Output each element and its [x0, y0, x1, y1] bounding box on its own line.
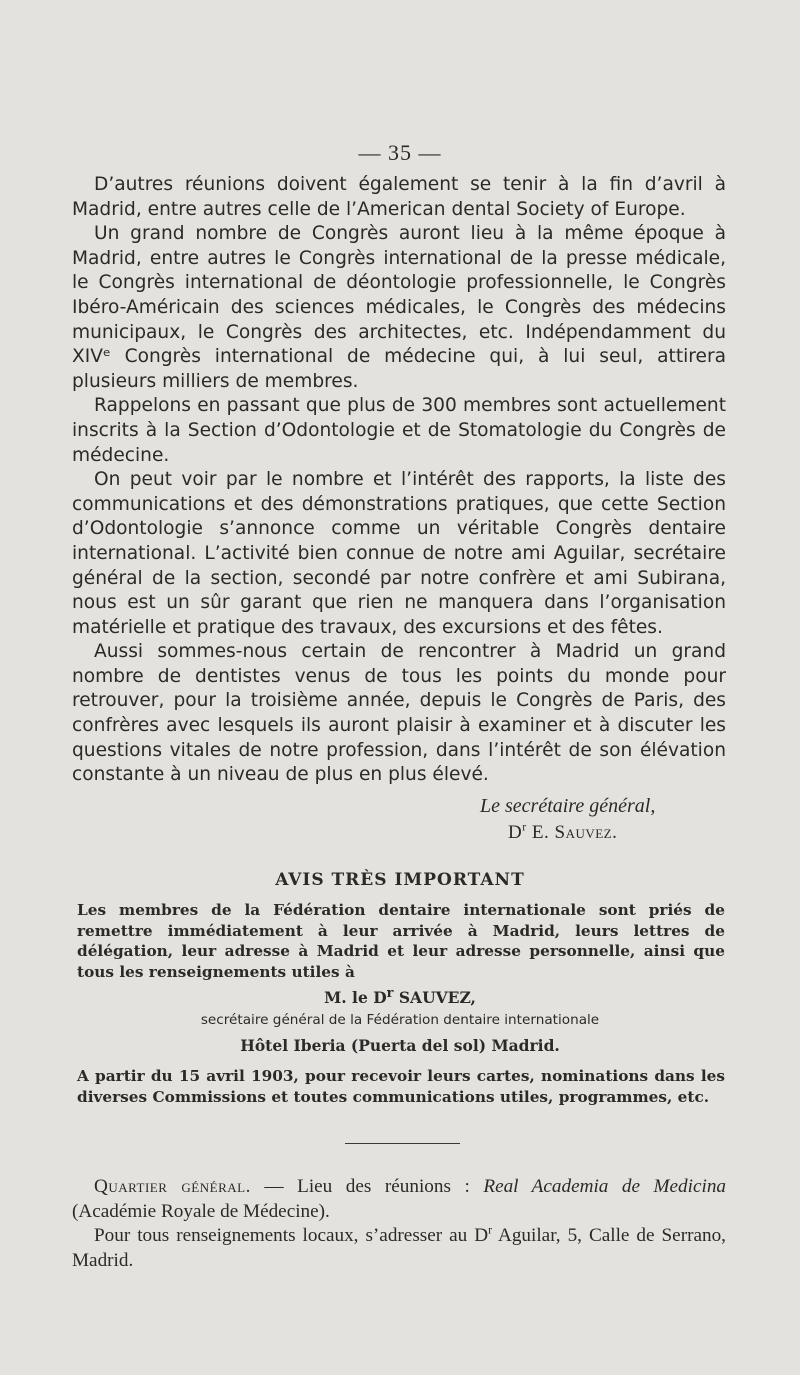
notice-date-text: A partir du 15 avril 1903, pour recevoir leurs cartes, nominations dans les diverses Commissions et toutes communications utiles, programmes, etc.: [77, 1067, 725, 1106]
footer-line2-post: Aguilar, 5, Calle de Serrano, Madrid.: [72, 1225, 726, 1271]
footer-label: Quartier général.: [94, 1176, 251, 1197]
paragraph: Rappelons en passant que plus de 300 membres sont actuellement inscrits à la Section d’Odontologie et de Stomatologie du Congrès de médecine.: [72, 395, 726, 466]
notice-title: AVIS TRÈS IMPORTANT: [275, 870, 525, 890]
signature-name: [508, 822, 617, 844]
paragraph: On peut voir par le nombre et l’intérêt des rapports, la liste des communications et des démonstrations pratiques, que cette Section d’Odontologie s’annonce comme un véritable Congrès dentaire international. L’activité bien connue de notre ami Aguilar, secrétaire général de la section, secondé par notre confrère et ami Subirana, nous est un sûr garant que rien ne manquera dans l’organisation matérielle et pratique des travaux, des excursions et des fêtes.: [72, 469, 726, 638]
footer-paragraph-1: [72, 1175, 726, 1224]
addressee-sup: r: [386, 986, 394, 1001]
notice-secretary-line: secrétaire général de la Fédération dentaire internationale: [200, 1012, 600, 1028]
signature-title: D: [508, 822, 523, 843]
footer-info: [72, 1175, 726, 1273]
footer-line2-pre: Pour tous renseignements locaux, s’adresser au D: [94, 1225, 489, 1246]
page-number: — 35 —: [358, 140, 442, 165]
footer-line2-sup: r: [488, 1222, 493, 1237]
footer-mid: — Lieu des réunions :: [250, 1176, 484, 1197]
divider-rule: [345, 1143, 460, 1144]
notice-text: Les membres de la Fédération dentaire internationale sont priés de remettre immédiatement à leur arrivée à Madrid, leurs lettres de délégation, leur adresse à Madrid et leur adresse personnelle, ainsi que tous les renseignements utiles à: [77, 901, 725, 981]
addressee-prefix: M. le D: [324, 988, 387, 1008]
academy-french: (Académie Royale de Médecine).: [72, 1200, 330, 1222]
academy-spanish: Real Academia de Medicina: [483, 1176, 727, 1197]
addressee-name: SAUVEZ,: [393, 988, 476, 1008]
paragraph: D’autres réunions doivent également se tenir à la fin d’avril à Madrid, entre autres celle de l’American dental Society of Europe.: [72, 174, 726, 220]
footer-paragraph-2: [72, 1224, 726, 1273]
signature-role: Le secrétaire général,: [480, 795, 656, 817]
paragraph: Un grand nombre de Congrès auront lieu à la même époque à Madrid, entre autres le Congrès international de la presse médicale, le Congrès international de déontologie professionnelle, le Congrès Ibéro-Américain des sciences médicales, le Congrès des médecins municipaux, le Congrès des architectes, etc. Indépendamment du XIVᵉ Congrès international de médecine qui, à lui seul, attirera plusieurs milliers de membres.: [72, 223, 726, 392]
notice-hotel-line: Hôtel Iberia (Puerta del sol) Madrid.: [240, 1036, 560, 1055]
signature-title-sup: r: [522, 820, 527, 834]
paragraph: Aussi sommes-nous certain de rencontrer à Madrid un grand nombre de dentistes venus de tous les points du monde pour retrouver, pour la troisième année, depuis le Congrès de Paris, des confrères avec lesquels ils auront plaisir à examiner et à discuter les questions vitales de notre profession, dans l’intérêt de son élévation constante à un niveau de plus en plus élevé.: [72, 641, 726, 786]
notice-addressee: [0, 986, 800, 1007]
signature-surname: E. Sauvez.: [526, 822, 618, 843]
article-body: [72, 173, 726, 788]
